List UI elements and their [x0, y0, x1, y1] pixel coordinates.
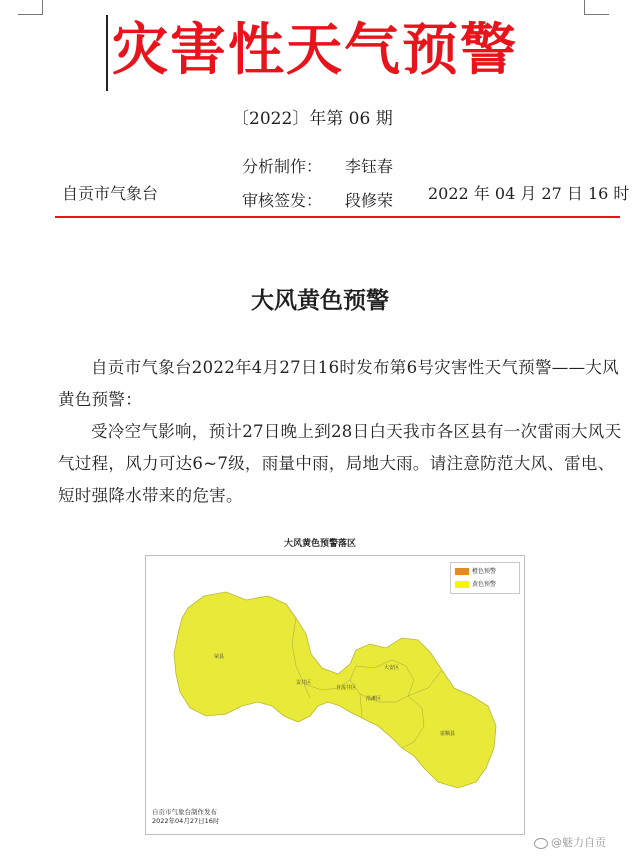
region-label-fushun: 富顺县: [440, 731, 456, 737]
legend-label: 橙色预警: [472, 568, 497, 575]
weibo-icon: [534, 838, 548, 849]
map-credit-line: 自贡市气象台制作发布: [152, 808, 217, 816]
region-label-yantan: 沿滩区: [366, 696, 382, 702]
issuing-agency: 自贡市气象台: [62, 184, 159, 203]
page-title: 灾害性天气预警: [112, 17, 518, 83]
issue-time: 2022 年 04 月 27 日 16 时: [428, 184, 630, 203]
header-divider: [55, 216, 620, 218]
reviewer-label: 审核签发：: [242, 191, 323, 210]
legend-swatch-orange: [455, 568, 469, 575]
analyst-name: 李钰春: [345, 157, 394, 176]
body-paragraph: 自贡市气象台2022年4月27日16时发布第6号灾害性天气预警——大风黄色预警：: [58, 358, 619, 409]
region-label-rongxian: 荣县: [214, 654, 225, 660]
map-legend: [450, 562, 520, 594]
region-label-daan: 大安区: [384, 665, 400, 671]
analyst-label: 分析制作：: [242, 157, 323, 176]
legend-label: 黄色预警: [472, 581, 497, 588]
body-paragraph: 受冷空气影响，预计27日晚上到28日白天我市各区县有一次雷雨大风天气过程，风力可达6~7级，雨量中雨，局地大雨。请注意防范大风、雷电、短时强降水带来的危害。: [58, 422, 622, 505]
document-title: 大风黄色预警: [251, 288, 389, 314]
map-area-shape: [174, 592, 496, 788]
title-left-bar: [106, 15, 108, 91]
document-body: [58, 352, 628, 512]
map-title: 大风黄色预警落区: [283, 539, 356, 549]
reviewer-name: 段修荣: [345, 191, 394, 210]
crop-mark-top-left: [18, 0, 43, 15]
watermark: [534, 834, 606, 852]
map-credit-line: 2022年04月27日16时: [152, 817, 220, 825]
watermark-text: @魅力自贡: [551, 836, 606, 849]
region-label-ziliujing: 自流井区: [336, 685, 357, 691]
warning-map: [145, 555, 525, 835]
region-label-gongjing: 贡井区: [296, 680, 312, 686]
legend-swatch-yellow: [455, 581, 469, 588]
legend-item: [455, 579, 496, 590]
map-credit: [152, 808, 219, 826]
issue-number: 〔2022〕年第 06 期: [232, 109, 393, 129]
crop-mark-top-right: [584, 0, 609, 15]
map-drawing: [146, 556, 524, 834]
legend-item: [455, 566, 496, 577]
